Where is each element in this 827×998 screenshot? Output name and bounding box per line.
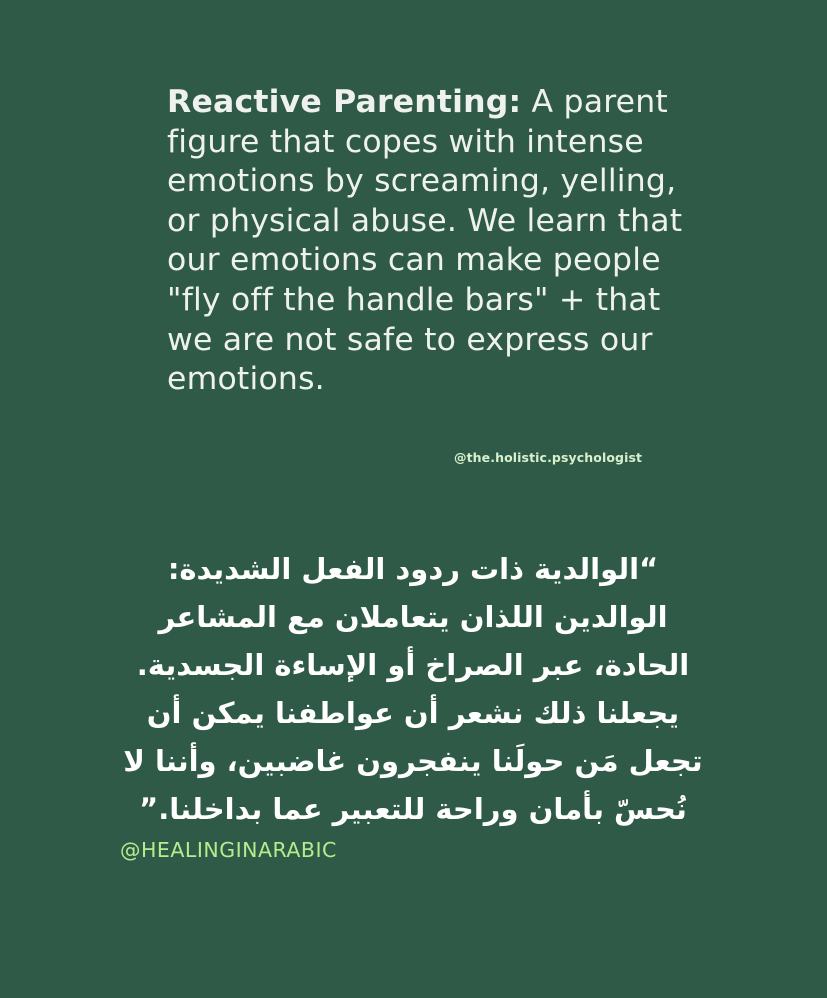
arabic-quote-line: تجعل مَن حولَنا ينفجرون غاضبين، وأننا لا — [123, 744, 703, 778]
arabic-source-handle: @HEALINGINARABIC — [120, 838, 337, 862]
term-definition: A parent figure that copes with intense emotions by screaming, yelling, or physical abuse. We learn that our emotions can make people "fly off the handle bars" + that we are not safe to express our emotions. — [167, 84, 683, 398]
english-source-handle: @the.holistic.psychologist — [454, 450, 643, 465]
arabic-quote-line: نُحسّ بأمان وراحة للتعبير عما بداخلنا.” — [139, 792, 687, 826]
term-heading: Reactive Parenting: — [167, 84, 522, 120]
arabic-quote-line: الوالدين اللذان يتعاملان مع المشاعر — [158, 600, 668, 634]
arabic-quote-line: “الوالدية ذات ردود الفعل الشديدة: — [167, 552, 659, 586]
arabic-quote-line: الحادة، عبر الصراخ أو الإساءة الجسدية. — [136, 648, 690, 682]
arabic-quote-line: يجعلنا ذلك نشعر أن عواطفنا يمكن أن — [146, 696, 680, 730]
arabic-quote — [100, 545, 726, 833]
english-quote — [167, 83, 707, 400]
